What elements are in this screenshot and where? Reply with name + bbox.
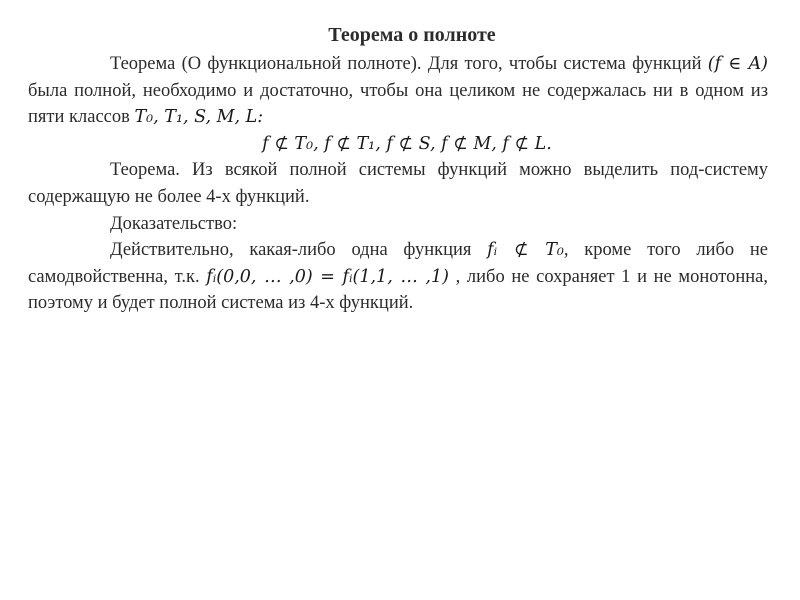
proof-heading: Доказательство: — [110, 213, 238, 234]
theorem-set-math: (f ∈ A) — [707, 54, 768, 74]
classes-formula-text: f ⊄ T₀, f ⊄ T₁, f ⊄ S, f ⊄ M, f ⊄ L. — [262, 133, 552, 154]
theorem-line-3: ни в одном из пяти классов — [28, 80, 768, 128]
theorem-line-2: была полной, необходимо и достаточно, чтобы она целиком не содержалась — [28, 80, 647, 101]
theorem-subsystem-paragraph: Теорема. Из всякой полной системы функций можно выделить под-систему содержащую не более 4-х функций. — [28, 160, 768, 207]
proof-text-2: , кроме того либо не самодвойственна, т.к. — [28, 240, 768, 287]
proof-math-1: fᵢ ⊄ T₀ — [487, 240, 564, 261]
proof-paragraph — [28, 237, 768, 317]
theorem-line-1: Теорема (О функциональной полноте). Для того, чтобы система функций — [110, 54, 702, 74]
proof-math-2: fᵢ(0,0, … ,0) = fᵢ(1,1, … ,1) — [206, 266, 449, 287]
proof-text-1: Действительно, какая-либо одна функция — [110, 240, 488, 261]
document-page — [28, 22, 768, 317]
classes-formula — [28, 131, 768, 158]
proof-text-3: , либо не сохраняет 1 и не монотонна, поэтому и будет полной система из 4-х функций. — [28, 266, 768, 314]
page-title: Теорема о полноте — [328, 24, 496, 46]
theorem-classes-math: T₀, T₁, S, M, L: — [134, 107, 264, 128]
theorem-completeness-paragraph — [28, 51, 768, 131]
